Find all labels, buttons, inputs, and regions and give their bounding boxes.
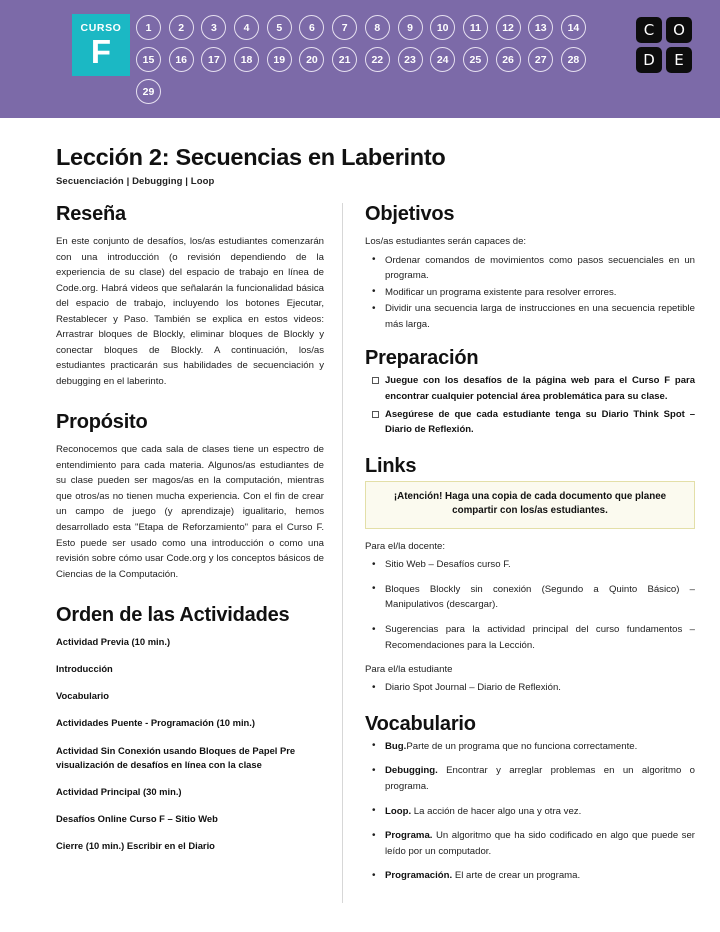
vocab-definition: Encontrar y arreglar problemas en un algoritmo o programa. [385, 765, 695, 793]
vocab-definition: La acción de hacer algo una y otra vez. [411, 805, 582, 817]
spacer [365, 441, 695, 455]
teacher-links-label: Para el/la docente: [365, 541, 446, 553]
lesson-number-11[interactable]: 11 [463, 15, 488, 40]
attention-text: ¡Atención! Haga una copia de cada documento que planee compartir con los/as estudiantes. [393, 490, 667, 517]
course-badge-word: CURSO [80, 22, 122, 35]
list-item: Juegue con los desafíos de la página web para el Curso F para encontrar cualquier potencial área problemática para su clase. [365, 373, 695, 404]
vocab-term: Bug. [385, 740, 407, 752]
preparacion-list [365, 373, 695, 438]
column-divider [342, 203, 343, 903]
heading-proposito: Propósito [56, 411, 148, 434]
lesson-number-23[interactable]: 23 [398, 47, 423, 72]
code-logo-tile-e: E [666, 47, 692, 73]
lesson-number-4[interactable]: 4 [234, 15, 259, 40]
list-item [365, 828, 695, 859]
lesson-number-28[interactable]: 28 [561, 47, 586, 72]
lesson-number-26[interactable]: 26 [496, 47, 521, 72]
vocab-term: Debugging. [385, 765, 438, 777]
vocab-term: Programa. [385, 830, 433, 842]
page-title: Lección 2: Secuencias en Laberinto [56, 144, 446, 170]
student-links-list [365, 680, 695, 696]
lesson-number-27[interactable]: 27 [528, 47, 553, 72]
list-item: • Modificar un programa existente para resolver errores. [365, 285, 695, 301]
activity-item: Introducción [56, 663, 113, 675]
course-header-band [0, 0, 720, 118]
lesson-number-18[interactable]: 18 [234, 47, 259, 72]
list-item[interactable]: • Bloques Blockly sin conexión (Segundo a Quinto Básico) – Manipulativos (descargar). [365, 582, 695, 613]
vocab-definition: Un algoritmo que ha sido codificado en algo que puede ser leído por un computador. [385, 830, 695, 857]
list-item [365, 739, 695, 755]
activity-item: Desafíos Online Curso F – Sitio Web [56, 812, 218, 824]
course-badge-letter: F [90, 32, 112, 70]
activity-item: Actividad Principal (30 min.) [56, 785, 182, 797]
activity-item: Actividad Previa (10 min.) [56, 636, 171, 648]
lesson-number-21[interactable]: 21 [332, 47, 357, 72]
spacer [56, 582, 324, 604]
student-links-label: Para el/la estudiante [365, 664, 453, 676]
lesson-number-15[interactable]: 15 [136, 47, 161, 72]
vocabulario-list [365, 739, 695, 884]
course-badge [72, 14, 130, 76]
lesson-number-5[interactable]: 5 [267, 15, 292, 40]
vocab-term: Programación. [385, 870, 453, 882]
list-item [365, 868, 695, 884]
resena-body: En este conjunto de desafíos, los/as estudiantes comenzarán con una introducción (o revisión dependiendo de la experiencia de su clase) del espacio de trabajo en línea de Code.org. Habrá videos que señalarán la funcionalidad básica del espacio de trabajo, incluyendo los botones Ejecutar, Restablecer y Paso. También se explica en estos videos: Arrastrar bloques de Blockly, eliminar bloques de Blockly y conectar bloques de Blockly. A continuación, los/as estudiantes practicarán sus habilidades de secuenciación y debugging en el laberinto. [56, 236, 324, 387]
spacer [56, 389, 324, 411]
lesson-number-14[interactable]: 14 [561, 15, 586, 40]
activity-item: Cierre (10 min.) Escribir en el Diario [56, 839, 215, 851]
lesson-number-8[interactable]: 8 [365, 15, 390, 40]
list-item[interactable]: • Diario Spot Journal – Diario de Reflexión. [365, 680, 695, 696]
list-item: • Dividir una secuencia larga de instrucciones en una secuencia repetible más larga. [365, 301, 695, 332]
heading-preparacion: Preparación [365, 347, 479, 370]
left-column [56, 203, 324, 903]
right-column [365, 203, 695, 903]
lesson-number-20[interactable]: 20 [299, 47, 324, 72]
lesson-number-10[interactable]: 10 [430, 15, 455, 40]
objetivos-list [365, 253, 695, 333]
heading-vocabulario: Vocabulario [365, 712, 476, 735]
lesson-number-1[interactable]: 1 [136, 15, 161, 40]
list-item: Asegúrese de que cada estudiante tenga su Diario Think Spot – Diario de Reflexión. [365, 407, 695, 438]
lesson-number-19[interactable]: 19 [267, 47, 292, 72]
lesson-number-7[interactable]: 7 [332, 15, 357, 40]
heading-orden-actividades: Orden de las Actividades [56, 604, 290, 627]
list-item [365, 804, 695, 820]
list-item [365, 763, 695, 794]
spacer [365, 705, 695, 713]
activity-item: Actividades Puente - Programación (10 min.) [56, 717, 256, 729]
vocab-definition: Parte de un programa que no funciona correctamente. [406, 740, 638, 752]
lesson-number-2[interactable]: 2 [169, 15, 194, 40]
lesson-number-22[interactable]: 22 [365, 47, 390, 72]
lesson-number-24[interactable]: 24 [430, 47, 455, 72]
lesson-number-13[interactable]: 13 [528, 15, 553, 40]
proposito-body: Reconocemos que cada sala de clases tiene un espectro de entendimiento para cada materia. Algunos/as estudiantes de su clase pueden ser magos/as en la computación, mientras que otros/as no tienen mucha experiencia. Con el fin de crear un campo de juego (y aprendizaje) igualitario, hemos desarrollado esta "Etapa de Reforzamiento" para el Curso F. Esto puede ser usado como una introducción o como una revisión sobre cómo usar Code.org y los conceptos básicos de Ciencias de la Computación. [56, 444, 324, 580]
teacher-links-list [365, 557, 695, 653]
activity-item: Actividad Sin Conexión usando Bloques de Papel Pre visualización de desafíos en línea con la clase [56, 744, 296, 770]
lesson-title-area [0, 118, 720, 187]
vocab-definition: El arte de crear un programa. [452, 870, 581, 882]
objetivos-lead: Los/as estudiantes serán capaces de: [365, 236, 527, 248]
lesson-number-9[interactable]: 9 [398, 15, 423, 40]
attention-callout-box [365, 481, 695, 529]
activity-order-list [56, 635, 324, 853]
spacer [365, 333, 695, 347]
lesson-number-29[interactable]: 29 [136, 79, 161, 104]
page-subtitle: Secuenciación | Debugging | Loop [56, 176, 215, 188]
activity-item: Vocabulario [56, 690, 109, 702]
lesson-number-17[interactable]: 17 [201, 47, 226, 72]
heading-links: Links [365, 454, 417, 477]
lesson-number-grid [136, 14, 596, 111]
code-logo-tile-o: O [666, 17, 692, 43]
list-item[interactable]: • Sitio Web – Desafíos curso F. [365, 557, 695, 573]
lesson-number-12[interactable]: 12 [496, 15, 521, 40]
lesson-number-16[interactable]: 16 [169, 47, 194, 72]
list-item: • Ordenar comandos de movimientos como pasos secuenciales en un programa. [365, 253, 695, 284]
list-item[interactable]: • Sugerencias para la actividad principal del curso fundamentos – Recomendaciones para la Lección. [365, 622, 695, 653]
lesson-number-3[interactable]: 3 [201, 15, 226, 40]
header-content [72, 14, 692, 111]
heading-objetivos: Objetivos [365, 203, 455, 226]
code-logo-tile-d: D [636, 47, 662, 73]
lesson-number-6[interactable]: 6 [299, 15, 324, 40]
code-logo-tile-c: C [636, 17, 662, 43]
heading-resena: Reseña [56, 203, 126, 226]
lesson-number-25[interactable]: 25 [463, 47, 488, 72]
code-org-logo [636, 17, 692, 73]
vocab-term: Loop. [385, 805, 412, 817]
content-columns [0, 187, 720, 903]
